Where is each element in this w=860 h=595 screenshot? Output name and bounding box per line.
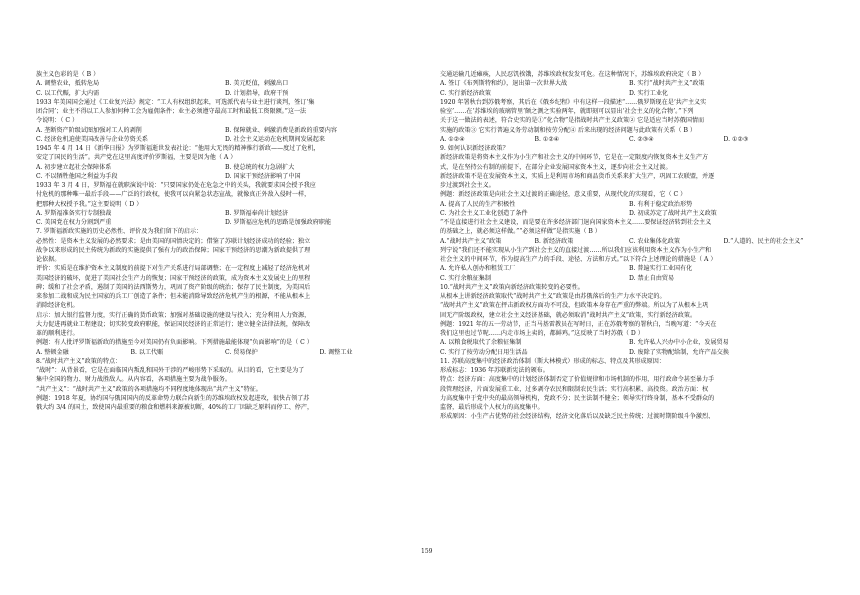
answer-options-row — [440, 79, 818, 88]
answer-option: B. ①②④ — [534, 135, 560, 143]
text-line: 令说明：（ C ） — [36, 117, 79, 125]
text-line: 验室’……在‘苏维埃的玻璃管里’颇之测之实验两年，就即刻可以显出‘社会主义的化合物’。”下列 — [440, 108, 694, 115]
answer-option: A. 初步建立起社会保障体系 — [36, 163, 112, 171]
text-line: 从根本上讲新经济政策取代“战时共产主义”政策是由苏俄落后的生产力水平决定的。 — [440, 293, 666, 300]
answer-option: D. 实行工业化 — [629, 89, 669, 97]
text-line: 论依据。 — [36, 256, 61, 263]
answer-option: C. 贸易保护 — [225, 348, 258, 356]
text-line: “战时”：从背景看，它是在面临国内叛乱和国外干涉的严峻形势下采取的。从目的看，它主要是为了 — [36, 367, 305, 374]
text-line: 付危机的那种唯一最后手段——广泛的行政权，使我可以向紧急状态宣战，就像真正外敌入侵时一样， — [36, 191, 311, 199]
answer-option: B. 新经济政策 — [534, 237, 574, 245]
right-column — [440, 70, 818, 422]
answer-options-row — [36, 348, 414, 357]
text-line: “不是直接进行社会主义建设，而是要在许多经济部门退向国家资本主义……要保证经济转到社会主义 — [440, 219, 712, 226]
answer-options-row — [36, 79, 414, 88]
text-line: 实施的政策③ 它实行普遍义务劳动制和按劳分配④ 后来出现的经济问题与此政策有关系（ B ） — [440, 126, 696, 134]
answer-option: D. 罗斯福应危机的思路是加强政府职能 — [225, 219, 332, 226]
text-line: 式，是在坚持公有制的前提下，在部分企业发展国家资本主义，逐步向社会主义过渡。 — [440, 163, 672, 171]
answer-option: A. 调整农业，抵转危局 — [36, 80, 100, 88]
text-line: 形成标志：1936 年苏联新宪法的颁布。 — [440, 367, 549, 374]
answer-option: B. 普遍实行工业国有化 — [629, 265, 693, 273]
answer-options-row — [440, 264, 818, 273]
answer-options-row — [440, 348, 818, 357]
left-column — [36, 70, 414, 412]
text-line: 例题：新经济政策是向社会主义过渡的正确途径，意义重要，从现代化的实现看，它（ C ） — [440, 191, 687, 199]
text-line: 力高度集中于党中央的最高领导机构，党政不分；民主法制不健全；领导实行终身制，基本不受群众的 — [440, 394, 715, 402]
text-line: 新经济政策不是在发展资本主义，实质上是利用市场和商品货币关系来扩大生产，巩固工农联盟，并逐 — [440, 172, 715, 180]
answer-options-row — [440, 89, 818, 98]
answer-options-row — [36, 135, 414, 144]
text-line: “战时共产主义”政策在抨击新政权方面功不可没，但政策本身存在严重的弊端。所以为了从根本上巩 — [440, 302, 709, 310]
answer-option: A. ①②④ — [440, 135, 465, 143]
answer-option: D. 初成苏定了战时共产主义政策 — [629, 209, 717, 217]
text-line: 大力促进再就业工程建设；切实转变政府职能，保证国民经济的正常运行；建立健全法律法规，保障改 — [36, 320, 311, 328]
text-line: 的基础之上，就必须这样做。”“必须这样做”是指实施（ B ） — [440, 228, 601, 236]
text-line: 7. 罗斯福新政实施的历史必然性、评价及为我们留下的启示： — [36, 228, 203, 236]
answer-option: C. 实行余粮征集制 — [440, 274, 491, 282]
answer-options-row — [36, 172, 414, 181]
text-line: 段管理经济，片面发展重工业，过多剥夺农民和限制农民生活；实行高积累、高投资。政治方面：权 — [440, 385, 709, 393]
text-line: 例题：1921 年的五一劳动节，正当马基雷教员在写时日，正在苏俄考察的署秋白，当晚写道：“今天在 — [440, 320, 717, 328]
text-line: 团合同’；业主不得以工人参加何种工会为雇佣条件；业主必须遵守最高工时和最低工资限额。”这一法 — [36, 108, 307, 115]
answer-option: A. 整顿金融 — [36, 348, 69, 356]
answer-option: B. 美元贬值，刺激出口 — [225, 80, 289, 88]
text-line: 例题：有人批评罗斯福新政的措施至今对美国仍有负面影响。下列措施最能体现“负面影响”的是（ C ） — [36, 339, 313, 347]
answer-option: A. 签订《布列斯特和约》，退出第一次世界大战 — [440, 80, 568, 88]
text-line: 1933 年美国国会通过《工业复兴法》规定：“工人有权组织起来，可选派代表与业主进行谈判，签订‘集 — [36, 98, 315, 106]
text-line: 集中全国的物力、财力战胜敌人。从内容看，各项措施主要为战争服务。 — [36, 376, 231, 384]
answer-options-row — [440, 274, 818, 283]
text-line: “共产主义”：“战时共产主义”政策的各项措施均不同程度地体现出“共产主义”特征。 — [36, 385, 262, 393]
text-line: 安定了国民的生活”。共产党在这里高度评价罗斯福，主要是因为他（ A ） — [36, 154, 237, 162]
text-line: 俄大约 3/4 的国土，致使国内最重要的粮食和燃料来源被切断，40%的工厂因缺乏原料而停工、停产， — [36, 404, 314, 411]
text-line: 11. 苏联高度集中的经济政治体制（斯大林模式）形成的标志、特点及其形成原因： — [440, 357, 665, 365]
text-line: 1933 年 3 月 4 日，罗斯福在就职演说中说：“只要国家仍处在危急之中的关头，我就要求国会授予我应 — [36, 182, 316, 189]
answer-options-row — [440, 237, 818, 246]
text-line: 监督，最后形成个人权力的高度集中。 — [440, 404, 544, 411]
text-line: 社会主义的中间环节，作为提高生产力的手段、途径、方法和方式。”以下符合上述理论的措施是（ A ） — [440, 256, 717, 263]
answer-option: B. 罗斯福奉尚计划经济 — [225, 209, 289, 217]
text-line: 新经济政策是将资本主义作为小生产和社会主义的中间环节，它是在一定限度内恢复资本主义生产方 — [440, 154, 709, 162]
text-line: 形成原因：小生产占优势的社会经济结构，经济文化落后以及缺乏民主传统；过渡时期阶级斗争激烈、 — [440, 413, 715, 421]
text-line: 革的顺利进行。 — [36, 330, 79, 337]
answer-option: A. 垄断资产阶级试图加强对工人的剥削 — [36, 126, 142, 134]
text-line: 族主义色彩的是（ B ） — [36, 71, 100, 78]
answer-options-row — [36, 126, 414, 135]
answer-options-row — [440, 135, 818, 144]
answer-option: B. 保障就业、刺激消费是新政的重要内容 — [225, 126, 337, 134]
text-line: 9. 如何认识新经济政策？ — [440, 145, 509, 152]
answer-option: B. 有利于稳定政治形势 — [629, 200, 693, 208]
answer-option: A. 罗斯福准备实行专制独裁 — [36, 209, 112, 217]
text-line: 步过渡到社会主义。 — [440, 182, 495, 189]
answer-option: B. 使总统的权力急剧扩大 — [225, 163, 295, 171]
text-line: 关于这一做法的表述，符合史实的是①“化合物”是指战时共产主义政策② 它是适应当时苏俄国情而 — [440, 117, 705, 125]
answer-option: C. 农业集体化政策 — [629, 237, 680, 245]
answer-option: D. 禁止自由贸易 — [629, 274, 675, 282]
answer-option: D. 社会主义运动在危机期间发展起来 — [225, 135, 325, 143]
answer-option: C. 以工代赈，扩大内需 — [36, 89, 100, 97]
text-line: 1945 年 4 月 14 日《新华日报》为罗斯福逝世发表社论：“他用大无畏的精神推行新政——度过了危机， — [36, 145, 320, 152]
text-line: 8.“战时共产主义”政策的特点： — [36, 357, 122, 365]
answer-option: C. 实行了按劳动分配日用生活品 — [440, 348, 528, 356]
text-line: 交通运输几近瘫痪，人民忍饥挨饿，苏维埃政权发发可危。在这种情况下，苏维埃政府决定（ B ） — [440, 71, 705, 78]
text-line: 战争以来形成的民主传统为新政的实施提供了强有力的政治保障；国家干预经济的思潮为新政提供了理 — [36, 246, 311, 254]
answer-options-row — [36, 209, 414, 218]
answer-options-row — [440, 209, 818, 218]
answer-option: A. 提高了人民的生产积极性 — [440, 200, 516, 208]
answer-option: D. 废除了实物配给制，允许产品交换 — [629, 348, 729, 356]
answer-options-row — [36, 89, 414, 98]
text-line: 启示：加大银行监督力度，实行正确的货币政策；加强对基础设施的建设与投入；充分利用人力资源， — [36, 311, 311, 319]
answer-option: A. 以粮食税取代了余粮征集制 — [440, 339, 522, 347]
answer-option: A. 允许私人创办和租赁工厂 — [440, 265, 516, 273]
answer-options-row — [36, 163, 414, 172]
answer-option: B. 以工代赈 — [130, 348, 164, 356]
text-line: 例题：1918 年夏，协约国与俄国国内的反革命势力联合向新生的苏维埃政权发起进攻，很快占领了苏 — [36, 394, 310, 402]
answer-option: C. 美国党在权力分割到严重 — [36, 219, 112, 226]
text-line: 美国经济的破坏，促进了美国社会生产力的恢复；国家干预经济的政策，成为资本主义发展史上的里程 — [36, 274, 311, 282]
answer-option: C. 经济危机迫使美国改善与企业劳资关系 — [36, 135, 148, 143]
answer-options-row — [440, 338, 818, 347]
text-line: 碑；缓和了社会矛盾，遏制了美国的法西斯势力，巩固了资产阶级的统治；保存了民主制度，为美国后 — [36, 283, 311, 291]
answer-option: B. 实行“战时共产主义”政策 — [629, 80, 705, 88]
text-line: 列宁说“我们还不能实现从小生产到社会主义的直接过渡……所以我们应该利用资本主义作为小生产和 — [440, 246, 712, 254]
text-line: 消除经济危机。 — [36, 302, 79, 310]
answer-option: D. 调整工业 — [319, 348, 353, 356]
text-line: 10.“战时共产主义”政策向新经济政策转变的必要性。 — [440, 283, 584, 291]
answer-option: C. ②③④ — [629, 135, 654, 143]
page-number: 159 — [421, 548, 433, 555]
answer-option: D. ①②③ — [723, 135, 749, 143]
answer-option: D. 国家干预经济影响了中国 — [225, 172, 301, 180]
answer-options-row — [36, 218, 414, 227]
text-line: 来参加二战和成为民主国家的兵工厂创造了条件；但未能消除导致经济危机产生的根源，不能从根本上 — [36, 293, 311, 300]
answer-option: D. 计划指导，政府干预 — [225, 89, 289, 97]
answer-option: B. 允许私人兴办中小企业，发展贸易 — [629, 339, 729, 347]
answer-option: C. 不以牺牲他国之利益为手段 — [36, 172, 118, 180]
text-line: 我们这里也过节呢……内走市场上卖的，都鲜鸡。”这反映了当时苏俄（ D ） — [440, 330, 644, 337]
text-line: 评价：实质是在维护资本主义制度的前提下对生产关系进行局部调整；在一定程度上减轻了经济危机对 — [36, 265, 311, 273]
answer-option: D.“人道的、民主的社会主义” — [723, 237, 804, 245]
answer-option: A.“战时共产主义”政策 — [440, 237, 502, 245]
answer-options-row — [440, 200, 818, 209]
text-line: 特点：经济方面：高度集中的计划经济体制否定了价值规律和市场机制的作用，用行政命令甚至暴力手 — [440, 376, 715, 384]
text-line: 1920 年署秋台到苏俄考察，其后在《俄乡纪程》中有这样一段描述“……俄罗斯现在是‘共产主义实 — [440, 98, 707, 106]
text-line: 固无产阶级政权，建立社会主义经济基础，就必须取消“战时共产主义”政策，实行新经济政策。 — [440, 311, 697, 319]
answer-option: C. 为社会主义工业化创造了条件 — [440, 209, 528, 217]
answer-option: C. 实行新经济政策 — [440, 89, 491, 97]
text-line: 必然性：是资本主义发展的必然要求；是由美国的国情决定的；借鉴了苏联计划经济成功的经验；独立 — [36, 237, 311, 245]
text-line: 把那种大权授予我。”这主要说明（ D ） — [36, 200, 143, 208]
